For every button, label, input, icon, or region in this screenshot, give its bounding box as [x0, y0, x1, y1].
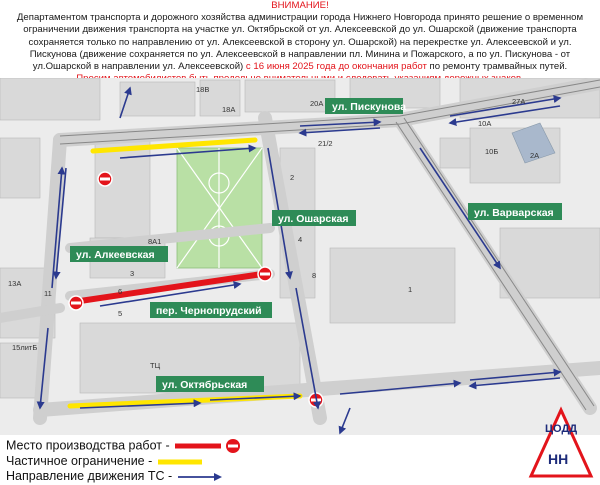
building-block [120, 82, 195, 116]
building-number: 27А [512, 97, 526, 106]
street-label-piskunova [325, 98, 406, 114]
logo-top-text: ЦОДД [545, 423, 578, 435]
osharskaya-label-text: ул. Ошарская [278, 213, 349, 225]
oktyabrskaya-label-text: ул. Октябрьская [162, 379, 248, 391]
notice-line-5c: по ремонту трамвайных путей. [426, 61, 568, 73]
legend-partial [6, 454, 206, 469]
notice-line-3: сохраняется только по направлению от ул. Алексеевской в сторону ул. Ошарской) на перекрестке ул. Алексеевской и ул. [28, 36, 572, 48]
notice-text [0, 0, 600, 80]
legend-works-label: Место производства работ - [6, 438, 170, 453]
street-label-alekseevskaya [70, 246, 168, 262]
notice-line-2: ограничении движения транспорта на участке ул. Октябрьской от ул. Алексеевской до ул. Ошарской (движение транспорта [23, 24, 577, 36]
legend-works [6, 438, 243, 454]
building-number: 18А [222, 105, 236, 114]
building-number: 8А1 [148, 237, 162, 246]
street-label-varvarskaya [468, 203, 562, 220]
notice-title: ВНИМАНИЕ! [271, 0, 329, 11]
street-label-osharskaya [272, 210, 356, 226]
codd-logo [526, 406, 596, 482]
no-entry-sign-icon [69, 296, 83, 310]
street-label-chernoprudsky [150, 302, 272, 318]
building-number: 18В [196, 85, 210, 94]
building-number: 3 [130, 269, 135, 278]
legend-partial-symbol [156, 455, 206, 469]
notice-line-5a: ул.Ошарской в направлении ул. Алексеевской) [32, 61, 244, 73]
building-number: ТЦ [150, 361, 161, 370]
no-entry-sign-icon [258, 267, 272, 281]
building-number: 11 [44, 289, 52, 298]
building-number: 13А [8, 279, 22, 288]
legend-direction-symbol [176, 470, 226, 484]
notice-line-5 [0, 61, 600, 73]
building-block [0, 78, 100, 120]
notice-line-1: Департаментом транспорта и дорожного хозяйства администрации города Нижнего Новгорода принято решение о временном [16, 12, 584, 24]
building-number: 5 [118, 309, 123, 318]
building-number: 21/2 [318, 139, 333, 148]
no-entry-sign-icon [98, 172, 112, 186]
building-number: 10Б [485, 147, 499, 156]
building-number: 8 [312, 271, 317, 280]
building-number: 1 [408, 285, 413, 294]
building-number: 20А [310, 99, 324, 108]
building-number: 10А [478, 119, 492, 128]
legend-partial-label: Частичное ограничение - [6, 454, 153, 468]
street-label-oktyabrskaya [156, 376, 264, 392]
building-block [95, 138, 150, 238]
building-number: 6 [118, 287, 123, 296]
building-block [330, 248, 455, 323]
building-number: 4 [298, 235, 303, 244]
building-number: 2А [530, 151, 540, 160]
building-block [440, 138, 470, 168]
building-number: 2 [290, 173, 295, 182]
legend-direction-label: Направление движения ТС - [6, 469, 173, 483]
building-block [0, 138, 40, 198]
alekseevskaya-label-text: ул. Алкеевская [76, 249, 155, 261]
legend-works-symbol [173, 438, 243, 454]
chernoprudsky-label-text: пер. Чернопрудский [156, 305, 262, 317]
building-number: 15литБ [12, 343, 38, 352]
street-map [0, 78, 600, 435]
legend [0, 423, 600, 485]
varvarskaya-label-text: ул. Варварская [474, 207, 554, 219]
notice-line-4: Пискунова (движение сохраняется по ул. Алексеевской в направлении пл. Минина и Пожарского, а по ул. Пискунова - от [29, 48, 571, 60]
legend-direction [6, 469, 226, 484]
piskunova-label-text: ул. Пискунова [332, 101, 407, 113]
notice-dates: с 16 июня 2025 года до окончания работ [243, 61, 427, 73]
logo-bottom-text: НН [548, 451, 569, 467]
